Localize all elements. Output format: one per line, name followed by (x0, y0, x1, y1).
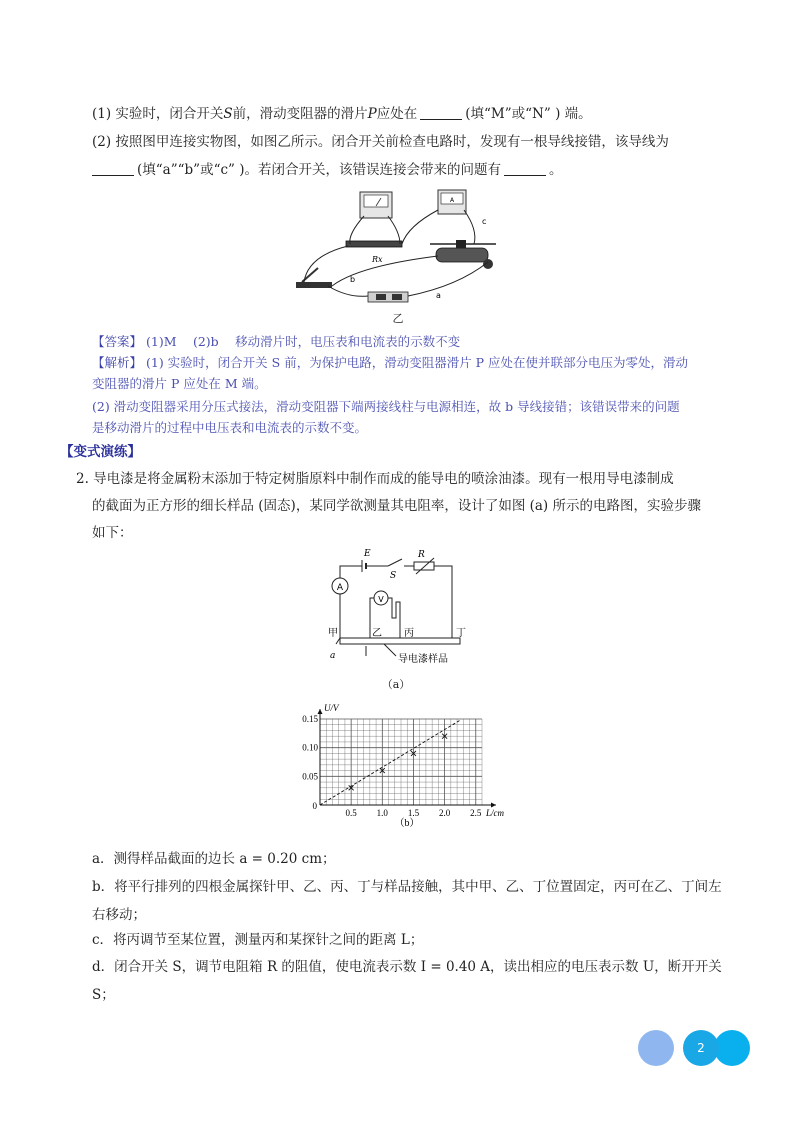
figure-yi-circuit (288, 186, 508, 326)
y-tick-label: 0.15 (302, 714, 318, 724)
origin-label: 0 (312, 801, 317, 811)
answer-text: (1)M (2)b 移动滑片时，电压表和电流表的示数不变 (146, 334, 461, 349)
answer-block (92, 333, 460, 351)
q2-line2: 的截面为正方形的细长样品 (固态)，某同学欲测量其电阻率，设计了如图 (a) 所示的电路图，实验步骤 (92, 498, 701, 514)
step-b-line2: 右移动； (92, 907, 146, 923)
voltmeter-device (360, 192, 392, 218)
y-tick-label: 0.05 (302, 771, 318, 782)
answer-blank (92, 161, 134, 176)
answer-blank (504, 161, 546, 176)
y-tick-label: 0.10 (302, 742, 318, 753)
sample-resistor (346, 241, 402, 264)
q2-line3: 如下： (92, 525, 133, 541)
page-badge-left-circle (638, 1030, 674, 1066)
wire-label-c: c (482, 217, 487, 226)
figure-a-circuit (326, 546, 476, 674)
analysis-line3: (2) 滑动变阻器采用分压式接法，滑动变阻器下端两接线柱与电源相连，故 b 导线接错；该错误带来的问题 (92, 399, 680, 414)
q1-part2-line1: (2) 按照图甲连接实物图，如图乙所示。闭合开关前检查电路时，发现有一根导线接错，该导线为 (92, 134, 669, 150)
x-tick-label: 2.0 (438, 808, 451, 818)
rheostat-device (430, 240, 496, 269)
step-d-line2: S； (92, 987, 115, 1003)
analysis-line2: 变阻器的滑片 P 应处在 M 端。 (92, 376, 267, 391)
answer-tag: 【答案】 (92, 334, 143, 349)
ammeter-device (438, 190, 466, 214)
fit-line (320, 720, 460, 805)
x-axis-label: L/cm (486, 808, 504, 818)
page-badge-right-circle (714, 1030, 750, 1066)
step-d-line1: d．闭合开关 S，调节电阻箱 R 的阻值，使电流表示数 I = 0.40 A，读出相应的电压表示数 U，断开开关 (92, 959, 722, 975)
section-title: 【变式演练】 (60, 444, 141, 460)
q2-line1: 2. 导电漆是将金属粉末添加于特定树脂原料中制作而成的能导电的喷涂油漆。现有一根用导电漆制成 (76, 471, 674, 487)
q1-part1: (1) 实验时，闭合开关S前，滑动变阻器的滑片P应处在 (填“M”或“N” ) 端。 (92, 106, 592, 122)
x-tick-label: 0.5 (345, 808, 357, 818)
wire-label-a: a (436, 291, 441, 300)
label-yi: 乙 (372, 628, 382, 639)
analysis-line1: 【解析】 (1) 实验时，闭合开关 S 前，为保护电路，滑动变阻器滑片 P 应处在使并联部分电压为零处，滑动 (92, 355, 689, 370)
y-axis-label: U/V (324, 703, 339, 713)
step-c: c．将丙调节至某位置，测量丙和某探针之间的距离 L； (92, 932, 424, 948)
label-rx: Rx (372, 255, 383, 264)
svg-text:A: A (449, 197, 455, 204)
analysis-line4: 是移动滑片的过程中电压表和电流表的示数不变。 (92, 420, 368, 435)
q1-part2-line2: (填“a”“b”或“c” )。若闭合开关，该错误连接会带来的问题有 。 (92, 161, 563, 179)
x-tick-label: 1.5 (407, 808, 420, 818)
label-bing: 丙 (404, 628, 414, 639)
label-R: R (418, 550, 425, 560)
label-V: V (378, 595, 384, 604)
answer-blank (420, 105, 462, 120)
switch-device (296, 268, 332, 288)
x-tick-label: 1.0 (376, 808, 388, 818)
label-ding: 丁 (456, 628, 466, 639)
battery-device (368, 292, 408, 302)
label-E: E (364, 549, 371, 559)
label-jia: 甲 (328, 628, 338, 639)
step-b-line1: b．将平行排列的四根金属探针甲、乙、丙、丁与样品接触，其中甲、乙、丁位置固定，丙可在乙、丁间左 (92, 879, 722, 895)
wire-label-b: b (350, 275, 356, 284)
x-tick-label: 2.5 (470, 808, 482, 818)
step-a: a．测得样品截面的边长 a = 0.20 cm； (92, 851, 336, 867)
figure-a-caption: （a） (381, 678, 411, 691)
label-S: S (390, 571, 397, 581)
page-number: 2 (683, 1030, 719, 1066)
label-A: A (336, 583, 344, 593)
figure-b-chart (300, 700, 510, 828)
figure-b-caption: （b） (394, 818, 420, 828)
label-a: a (330, 651, 336, 661)
y-axis-arrow (318, 709, 323, 714)
analysis-tag: 【解析】 (92, 355, 143, 370)
label-sample: 导电漆样品 (398, 654, 448, 665)
figure-yi-caption: 乙 (392, 312, 404, 325)
x-axis-arrow (491, 803, 496, 808)
